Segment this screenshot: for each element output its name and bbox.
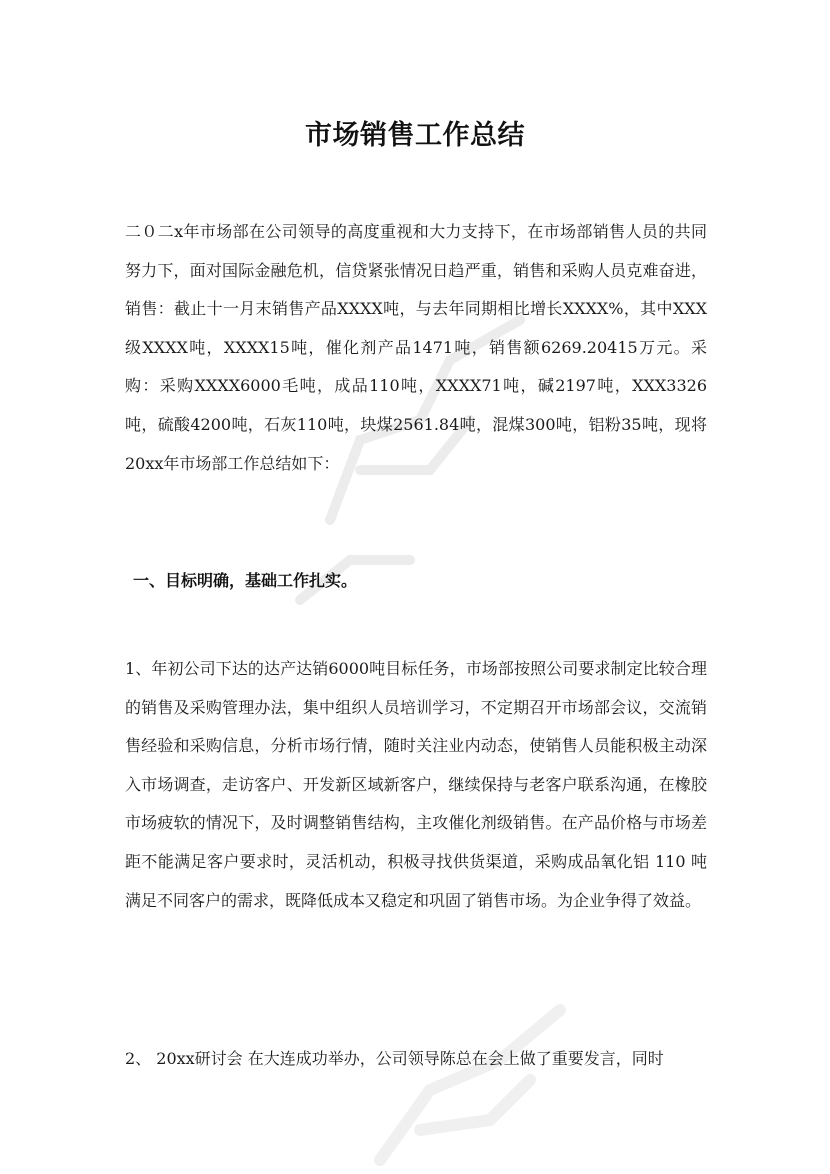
section-heading-1: 一、目标明确，基础工作扎实。 (133, 571, 358, 590)
intro-paragraph: 二０二x年市场部在公司领导的高度重视和大力支持下，在市场部销售人员的共同努力下，面对国际金融危机，信贷紧张情况日趋严重，销售和采购人员克难奋进，销售：截止十一月末销售产品XXXX吨，与去年同期相比增长XXXX%，其中XXX级XXXX吨，XXXX15吨，催化剂产品1471吨，销售额6269.20415万元。采购：采购XXXX6000毛吨，成品110吨，XXXX71吨，碱2197吨，XXX3326吨，硫酸4200吨，石灰110吨，块煤2561.84吨，混煤300吨，铝粉35吨，现将20xx年市场部工作总结如下： (125, 222, 707, 473)
list-item-1: 1、年初公司下达的达产达销6000吨目标任务，市场部按照公司要求制定比较合理的销售及采购管理办法，集中组织人员培训学习，不定期召开市场部会议，交流销售经验和采购信息，分析市场行情，随时关注业内动态，使销售人员能积极主动深入市场调查，走访客户、开发新区域新客户，继续保持与老客户联系沟通，在橡胶市场疲软的情况下，及时调整销售结构，主攻催化剂级销售。在产品价格与市场差距不能满足客户要求时，灵活机动，积极寻找供货渠道，采购成品氧化铝 110 吨满足不同客户的需求，既降低成本又稳定和巩固了销售市场。为企业争得了效益。 (125, 659, 707, 910)
document-title: 市场销售工作总结 (305, 120, 525, 151)
list-item-2: 2、 20xx研讨会 在大连成功举办，公司领导陈总在会上做了重要发言，同时 (125, 1049, 664, 1068)
